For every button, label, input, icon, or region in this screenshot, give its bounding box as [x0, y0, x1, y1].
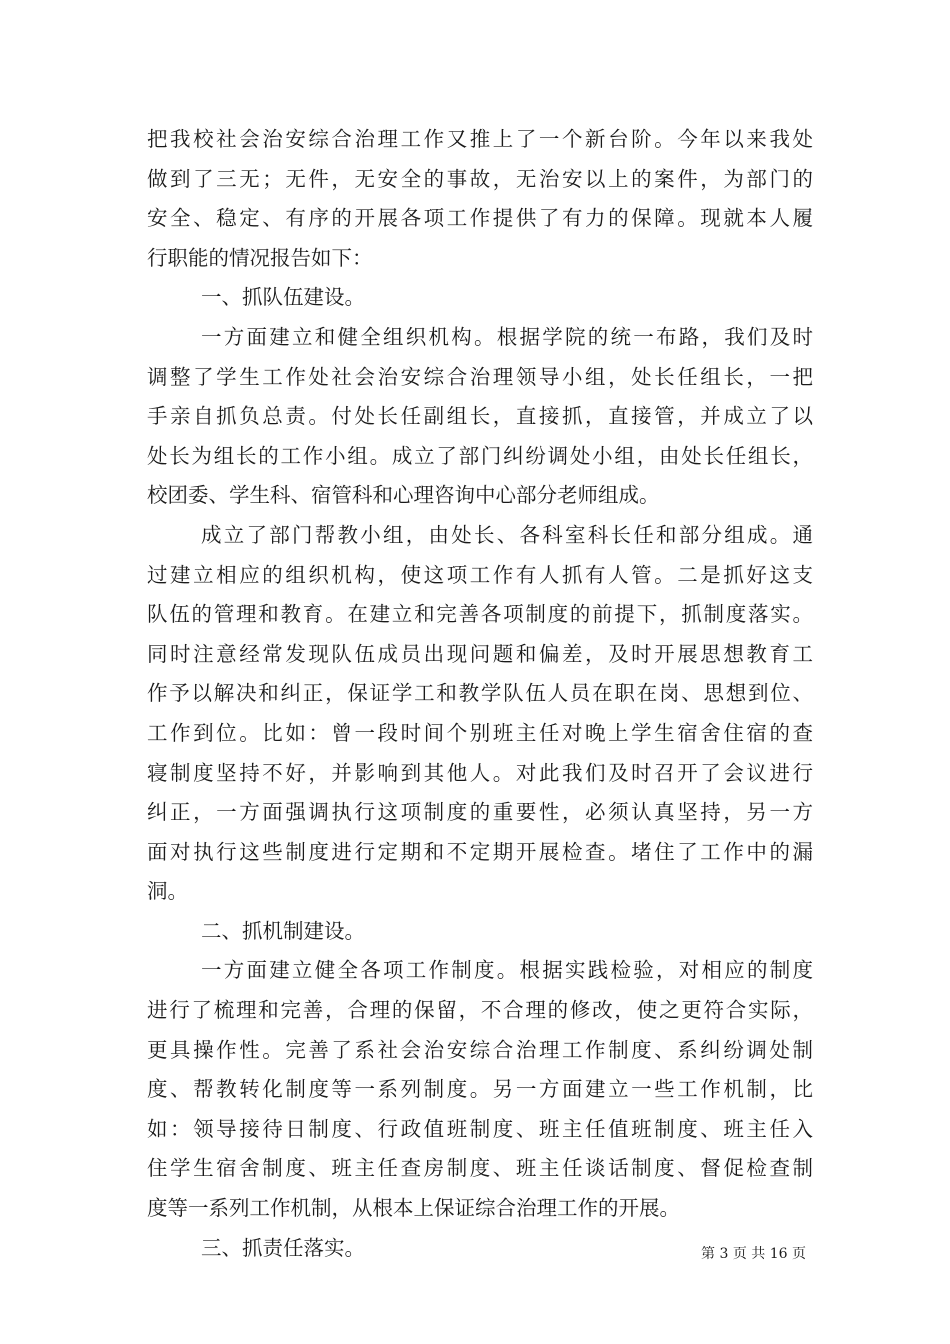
text-line: 二、抓机制建设。: [201, 918, 365, 943]
text-line: 同时注意经常发现队伍成员出现问题和偏差，及时开展思想教育工: [147, 641, 813, 666]
text-line: 一、抓队伍建设。: [201, 285, 365, 310]
text-line: 把我校社会治安综合治理工作又推上了一个新台阶。今年以来我处: [147, 127, 813, 151]
text-line: 处长为组长的工作小组。成立了部门纠纷调处小组，由处长任组长，: [147, 443, 813, 468]
text-line: 住学生宿舍制度、班主任查房制度、班主任谈话制度、督促检查制: [147, 1156, 813, 1181]
text-line: 队伍的管理和教育。在建立和完善各项制度的前提下，抓制度落实。: [147, 602, 813, 627]
text-line: 做到了三无；无件，无安全的事故，无治安以上的案件，为部门的: [147, 166, 813, 191]
text-line: 度等一系列工作机制，从根本上保证综合治理工作的开展。: [147, 1196, 680, 1221]
text-line: 三、抓责任落实。: [201, 1235, 365, 1260]
text-line: 度、帮教转化制度等一系列制度。另一方面建立一些工作机制，比: [147, 1077, 813, 1102]
text-line: 行职能的情况报告如下：: [147, 245, 373, 270]
text-line: 更具操作性。完善了系社会治安综合治理工作制度、系纠纷调处制: [147, 1037, 813, 1062]
text-line: 工作到位。比如：曾一段时间个别班主任对晚上学生宿舍住宿的查: [147, 720, 813, 745]
text-line: 进行了梳理和完善，合理的保留，不合理的修改，使之更符合实际，: [147, 998, 813, 1023]
page-number: 第 3 页 共 16 页: [701, 1246, 806, 1262]
text-line: 手亲自抓负总责。付处长任副组长，直接抓，直接管，并成立了以: [147, 404, 813, 429]
text-line: 一方面建立和健全组织机构。根据学院的统一布路，我们及时: [201, 324, 813, 349]
text-line: 面对执行这些制度进行定期和不定期开展检查。堵住了工作中的漏: [147, 839, 813, 864]
text-line: 过建立相应的组织机构，使这项工作有人抓有人管。二是抓好这支: [147, 562, 813, 587]
text-line: 一方面建立健全各项工作制度。根据实践检验，对相应的制度: [201, 958, 813, 983]
document-body: [147, 120, 813, 1268]
text-line: 安全、稳定、有序的开展各项工作提供了有力的保障。现就本人履: [147, 206, 813, 231]
text-line: 寝制度坚持不好，并影响到其他人。对此我们及时召开了会议进行: [147, 760, 813, 785]
text-line: 成立了部门帮教小组，由处长、各科室科长任和部分组成。通: [201, 522, 813, 547]
text-line: 调整了学生工作处社会治安综合治理领导小组，处长任组长，一把: [147, 364, 813, 389]
text-line: 洞。: [147, 879, 188, 904]
text-line: 如：领导接待日制度、行政值班制度、班主任值班制度、班主任入: [147, 1116, 813, 1141]
text-line: 纠正，一方面强调执行这项制度的重要性，必须认真坚持，另一方: [147, 800, 813, 825]
text-line: 校团委、学生科、宿管科和心理咨询中心部分老师组成。: [147, 483, 660, 508]
text-line: 作予以解决和纠正，保证学工和教学队伍人员在职在岗、思想到位、: [147, 681, 813, 706]
